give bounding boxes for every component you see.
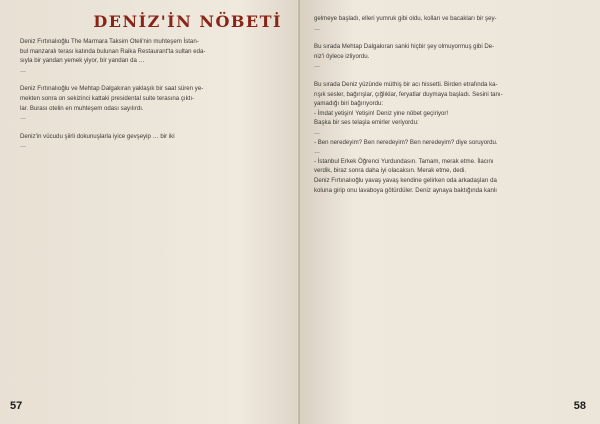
text-line: mekten sonra on sekizinci kattaki presidental suite terasına çıktı-: [20, 94, 195, 102]
text-line: gelmeye başladı, elleri yumruk gibi oldu, kolları ve bacakları bir şey-: [314, 15, 497, 22]
chapter-title-text: DENİZ'İN NÖBETİ: [93, 12, 282, 31]
text-line: Bu sırada Mehtap Dalgakıran sanki hiçbir şey olmuyormuş gibi De-: [314, 43, 495, 51]
paragraph: [314, 42, 582, 71]
paragraph: [20, 84, 286, 122]
text-line: Deniz Fırtınalıoğlu yavaş yavaş kendine gelirken oda arkadaşları da: [314, 176, 497, 184]
page-number-left: 57: [10, 400, 23, 412]
text-line: Başka bir ses telaşla emirler veriyordu:: [314, 119, 419, 127]
right-page: [300, 0, 600, 424]
left-page-body: [20, 37, 286, 151]
text-line: niz'i öylece izliyordu.: [314, 52, 370, 60]
text-line: Deniz'in vücudu şiirli dokunuşlarla iyice gevşeyip … bir iki: [20, 132, 175, 140]
text-line: Bu sırada Deniz yüzünde müthiş bir acı hissetti. Birden etrafında ka-: [314, 80, 498, 88]
text-line: …: [314, 24, 321, 32]
text-line: - İstanbul Erkek Öğrenci Yurdundasın. Tamam, merak etme. İlacını: [314, 157, 494, 165]
text-line: - Ben neredeyim? Ben neredeyim? Ben neredeyim? diye soruyordu.: [314, 138, 498, 146]
page-number-right: 58: [573, 400, 586, 412]
text-line: …: [20, 66, 27, 74]
chapter-title: [20, 12, 282, 31]
text-line: …: [20, 142, 27, 150]
text-line: Deniz Fırtınalıoğlu The Marmara Taksim Oteli'nin muhteşem İstan-: [20, 38, 199, 45]
text-line: bul manzaralı terası katında bulunan Raika Restaurant'ta sultan eda-: [20, 47, 206, 55]
text-line: koluna girip onu lavaboya götürdüler. Deniz aynaya baktığında kanlı: [314, 186, 497, 194]
text-line: …: [314, 128, 321, 136]
text-line: …: [314, 148, 321, 156]
text-line: sıyla bir yandan yemek yiyor, bir yandan da …: [20, 57, 145, 65]
right-page-body: [314, 14, 582, 195]
paragraph: [314, 14, 582, 33]
paragraph: [314, 80, 582, 195]
text-line: rışık sesler, bağırışlar, çığlıklar, feryatlar duymaya başladı. Sesini tanı-: [314, 90, 503, 98]
text-line: yamadığı biri bağırıyordu:: [314, 100, 384, 108]
text-line: …: [314, 62, 321, 70]
paragraph: [20, 37, 286, 75]
text-line: lar. Burası otelin en muhteşem odası sayılırdı.: [20, 104, 144, 112]
text-line: Deniz Fırtınalıoğlu ve Mehtap Dalgakıran yaklaşık bir saat süren ye-: [20, 85, 204, 93]
text-line: verdik, biraz sonra daha iyi olacaksın. Merak etme, dedi.: [314, 167, 467, 175]
paragraph: [20, 132, 286, 151]
text-line: …: [20, 114, 27, 122]
text-line: - İmdat yetişin! Yetişin! Deniz yine nöbet geçiriyor!: [314, 109, 449, 117]
